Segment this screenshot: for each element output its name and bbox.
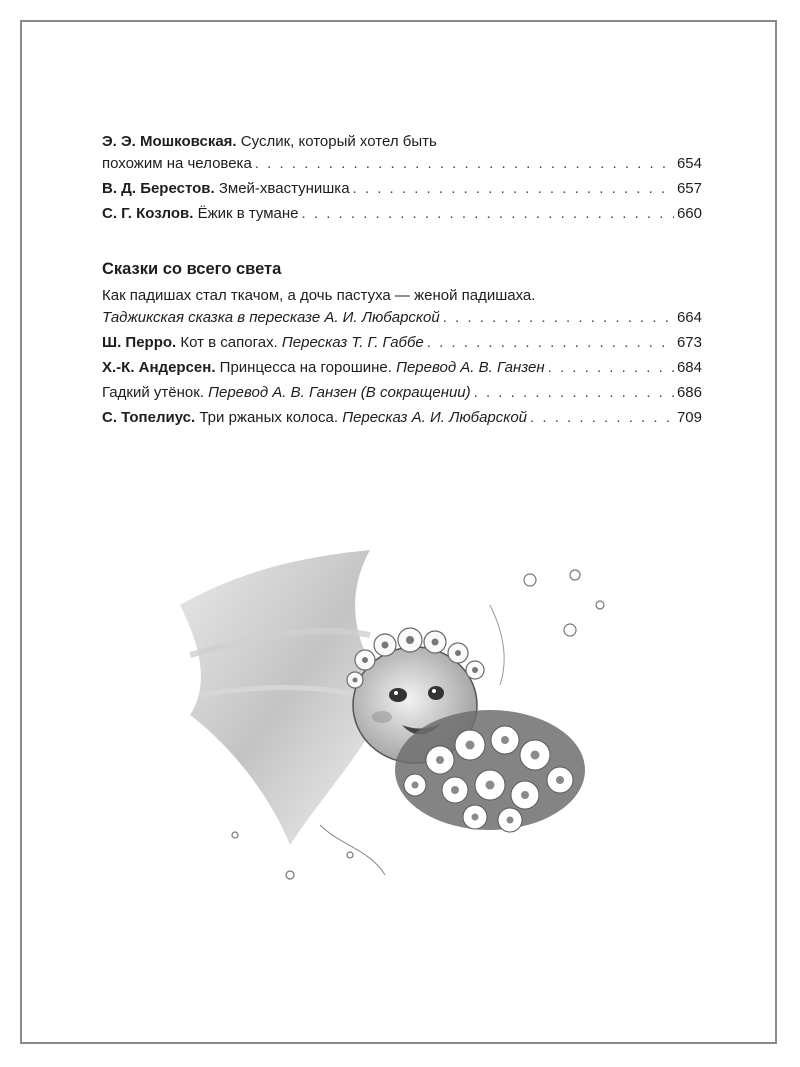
entry-title: Змей-хвастунишка <box>214 180 350 197</box>
page-number: 660 <box>676 205 702 222</box>
entry-author: В. Д. Берестов. <box>102 180 215 197</box>
entry-author: Э. Э. Мошковская. <box>102 133 237 150</box>
toc-entry-berestov <box>102 180 702 205</box>
entry-note: Перевод А. В. Ганзен <box>396 359 545 376</box>
entry-author: С. Топелиус. <box>102 409 196 426</box>
toc-entry-perrault <box>102 334 702 359</box>
table-of-contents <box>102 133 702 434</box>
page-number: 684 <box>676 359 702 376</box>
entry-note: Пересказ Т. Г. Габбе <box>281 334 424 351</box>
entry-author: Х.-К. Андерсен. <box>102 359 216 376</box>
toc-entry-topelius <box>102 409 702 434</box>
page-number: 657 <box>676 180 702 197</box>
page-number: 673 <box>676 334 702 351</box>
entry-note: Пересказ А. И. Любарской <box>342 409 528 426</box>
toc-entry-ugly-duckling <box>102 384 702 409</box>
toc-entry-padishah <box>102 287 702 334</box>
entry-title: Кот в сапогах. <box>176 334 282 351</box>
dot-leader <box>474 384 674 401</box>
entry-author: Ш. Перро. <box>102 334 177 351</box>
toc-entry-kozlov <box>102 205 702 230</box>
dot-leader <box>548 359 674 376</box>
dot-leader <box>427 334 674 351</box>
entry-author: С. Г. Козлов. <box>102 205 194 222</box>
entry-title: Как падишах стал ткачом, а дочь пастуха — женой падишаха. <box>102 287 536 304</box>
page-number: 664 <box>676 309 702 326</box>
entry-note: Перевод А. В. Ганзен (В сокращении) <box>208 384 471 401</box>
page-number: 709 <box>676 409 702 426</box>
dot-leader <box>255 155 674 172</box>
daisy-bouquet <box>395 710 585 832</box>
entry-title: Принцесса на горошине. <box>215 359 397 376</box>
dot-leader <box>353 180 674 197</box>
toc-entry-andersen <box>102 359 702 384</box>
entry-title: Гадкий утёнок. <box>102 384 209 401</box>
entry-title: Суслик, который хотел быть <box>236 133 437 150</box>
toc-entry-moshkovskaya <box>102 133 702 180</box>
dot-leader <box>302 205 674 222</box>
entry-title: Три ржаных колоса. <box>195 409 343 426</box>
page-number: 654 <box>676 155 702 172</box>
page-number: 686 <box>676 384 702 401</box>
section-heading: Сказки со всего света <box>102 260 282 278</box>
entry-title-cont: похожим на человека <box>102 155 252 172</box>
entry-title: Ёжик в тумане <box>193 205 299 222</box>
entry-note: Таджикская сказка в пересказе А. И. Любарской <box>102 309 440 326</box>
dot-leader <box>530 409 674 426</box>
dot-leader <box>443 309 674 326</box>
girl-with-daisies-illustration <box>170 545 640 895</box>
